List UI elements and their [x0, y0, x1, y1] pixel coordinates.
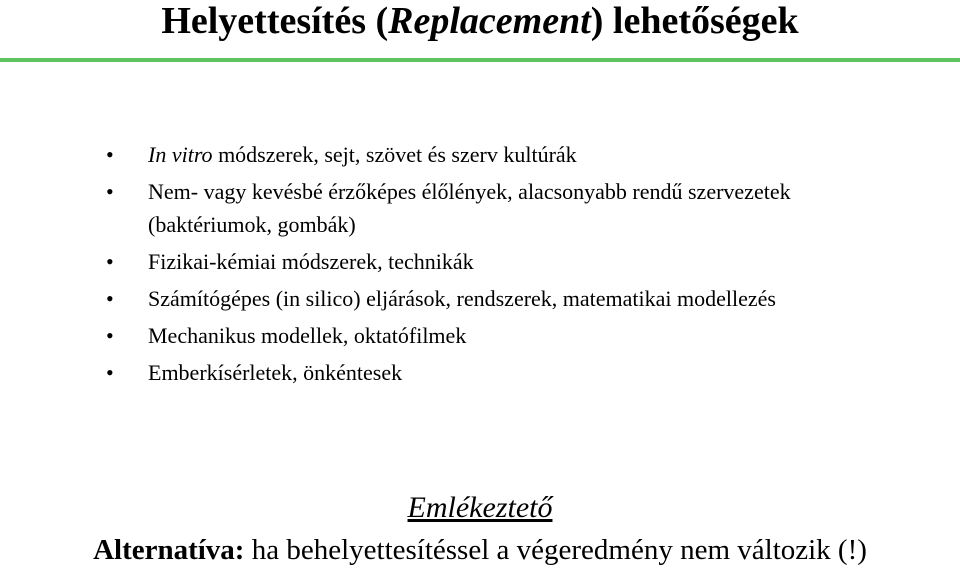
bullet-text: Nem- vagy kevésbé érzőképes élőlények, alacsonyabb rendű szervezetek (baktériumok, gombák)	[148, 179, 791, 237]
bullet-list	[0, 138, 960, 393]
bullet-text: Emberkísérletek, önkéntesek	[148, 360, 403, 385]
title-prefix: Helyettesítés (	[161, 0, 389, 42]
bullet-dot: •	[106, 286, 114, 311]
bullet-dot: •	[106, 323, 114, 348]
bullet-dot: •	[106, 360, 114, 385]
bullet-body: módszerek, sejt, szövet és szerv kultúrák	[212, 142, 577, 167]
title-italic: Replacement	[388, 0, 591, 42]
bullet-item-human-experiments	[0, 356, 960, 389]
conclusion-text: ha behelyettesítéssel a végeredmény nem változik (!)	[244, 534, 867, 566]
bullet-text: Mechanikus modellek, oktatófilmek	[148, 323, 467, 348]
bullet-item-organisms	[0, 175, 960, 241]
conclusion-line	[0, 530, 960, 570]
title-divider	[0, 58, 960, 62]
bullet-dot: •	[106, 249, 114, 274]
bullet-text: Fizikai-kémiai módszerek, technikák	[148, 249, 474, 274]
bullet-item-mechanical-models	[0, 319, 960, 352]
bullet-item-physico-chemical	[0, 245, 960, 278]
bullet-dot: •	[106, 142, 114, 167]
bullet-text: Számítógépes (in silico) eljárások, rendszerek, matematikai modellezés	[148, 286, 776, 311]
bullet-item-in-vitro	[0, 138, 960, 171]
conclusion-label: Alternatíva:	[93, 534, 245, 566]
bullet-italic: In vitro	[148, 142, 213, 167]
bullet-dot: •	[106, 179, 114, 204]
reminder-heading: Emlékeztető	[407, 491, 553, 524]
bullet-text	[148, 138, 920, 171]
title-suffix: ) lehetőségek	[590, 0, 799, 42]
slide-title	[0, 0, 960, 52]
bullet-item-in-silico	[0, 282, 960, 315]
